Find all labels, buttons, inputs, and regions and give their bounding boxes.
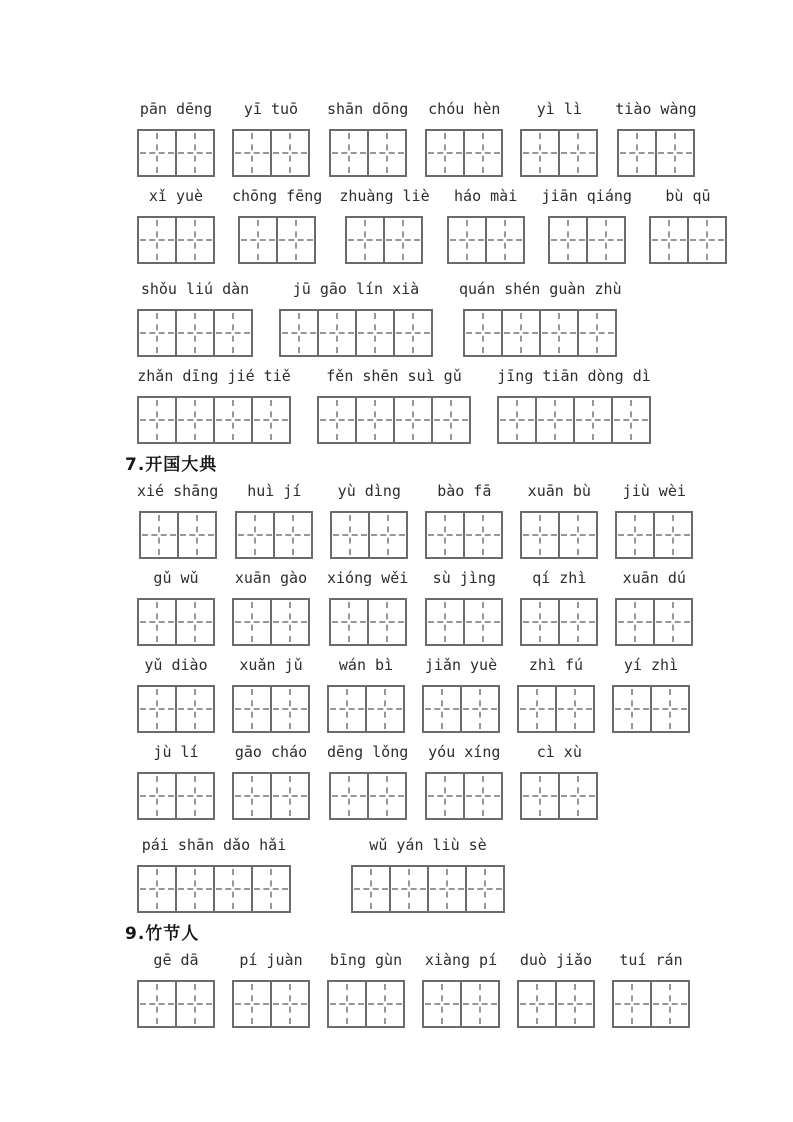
writing-grid xyxy=(137,396,291,444)
pinyin-label: xǐ yuè xyxy=(148,187,204,205)
grid-cell xyxy=(427,513,465,557)
word-item xyxy=(425,482,503,559)
writing-grid xyxy=(317,396,471,444)
writing-grid xyxy=(422,980,500,1028)
grid-cell xyxy=(139,218,177,262)
word-item xyxy=(232,569,310,646)
grid-cell xyxy=(655,600,691,644)
pinyin-label: dēng lǒng xyxy=(327,743,409,761)
writing-grid xyxy=(517,980,595,1028)
writing-grid xyxy=(425,511,503,559)
grid-cell xyxy=(614,982,652,1026)
word-item xyxy=(612,951,690,1028)
grid-cell xyxy=(429,867,467,911)
grid-cell xyxy=(367,687,403,731)
grid-cell xyxy=(177,687,213,731)
writing-grid xyxy=(327,685,405,733)
pinyin-label: xuān gào xyxy=(234,569,308,587)
grid-cell xyxy=(177,982,213,1026)
grid-cell xyxy=(427,131,465,175)
word-item xyxy=(327,656,405,733)
writing-grid xyxy=(520,129,598,177)
pinyin-label: wán bì xyxy=(338,656,394,674)
word-item xyxy=(137,280,253,357)
grid-cell xyxy=(579,311,615,355)
grid-cell xyxy=(689,218,725,262)
grid-cell xyxy=(347,218,385,262)
writing-grid xyxy=(520,772,598,820)
grid-cell xyxy=(395,311,431,355)
writing-grid xyxy=(463,309,617,357)
grid-cell xyxy=(465,774,501,818)
writing-grid xyxy=(425,129,503,177)
grid-cell xyxy=(139,687,177,731)
writing-grid xyxy=(232,980,310,1028)
pinyin-label: chóu hèn xyxy=(428,100,501,118)
word-item xyxy=(542,187,632,264)
pinyin-label: bào fā xyxy=(437,482,492,500)
pinyin-label: fěn shēn suì gǔ xyxy=(326,367,462,385)
word-item xyxy=(520,482,598,559)
word-item xyxy=(517,951,595,1028)
writing-grid xyxy=(329,598,407,646)
word-item xyxy=(327,569,408,646)
pinyin-label: zhǎn dīng jié tiě xyxy=(137,367,291,385)
grid-cell xyxy=(657,131,693,175)
grid-cell xyxy=(272,687,308,731)
word-item xyxy=(232,656,310,733)
grid-cell xyxy=(139,131,177,175)
grid-cell xyxy=(281,311,319,355)
pinyin-label: pān dēng xyxy=(139,100,213,118)
grid-cell xyxy=(522,774,560,818)
writing-grid xyxy=(612,980,690,1028)
pinyin-label: jīng tiān dòng dì xyxy=(497,367,651,385)
word-item xyxy=(425,100,503,177)
writing-grid xyxy=(232,772,310,820)
grid-cell xyxy=(575,398,613,442)
word-row xyxy=(125,100,793,177)
grid-cell xyxy=(139,867,177,911)
word-item xyxy=(612,656,690,733)
grid-cell xyxy=(522,600,560,644)
grid-cell xyxy=(141,513,179,557)
grid-cell xyxy=(177,867,215,911)
word-item xyxy=(520,569,598,646)
word-item xyxy=(137,836,291,913)
grid-cell xyxy=(391,867,429,911)
grid-cell xyxy=(588,218,624,262)
writing-grid xyxy=(137,309,253,357)
writing-grid xyxy=(137,685,215,733)
word-row xyxy=(125,569,793,646)
grid-cell xyxy=(433,398,469,442)
pinyin-label: jù lí xyxy=(153,743,199,761)
word-item xyxy=(649,187,727,264)
grid-cell xyxy=(651,218,689,262)
writing-grid xyxy=(520,598,598,646)
grid-cell xyxy=(139,398,177,442)
word-row xyxy=(125,187,793,264)
grid-cell xyxy=(557,982,593,1026)
word-row xyxy=(125,367,793,444)
word-item xyxy=(232,100,310,177)
section-header: 7.开国大典 xyxy=(125,455,218,475)
writing-grid xyxy=(517,685,595,733)
pinyin-label: pái shān dǎo hǎi xyxy=(141,836,287,854)
writing-grid xyxy=(327,980,405,1028)
grid-cell xyxy=(215,311,251,355)
grid-cell xyxy=(177,600,213,644)
grid-cell xyxy=(487,218,523,262)
writing-grid xyxy=(137,598,215,646)
grid-cell xyxy=(272,982,308,1026)
word-item xyxy=(137,743,215,820)
grid-cell xyxy=(550,218,588,262)
grid-cell xyxy=(319,398,357,442)
grid-cell xyxy=(652,687,688,731)
writing-grid xyxy=(351,865,505,913)
pinyin-label: xuān bù xyxy=(527,482,591,500)
word-item xyxy=(327,743,408,820)
grid-cell xyxy=(272,774,308,818)
grid-cell xyxy=(139,774,177,818)
grid-cell xyxy=(357,311,395,355)
grid-cell xyxy=(424,687,462,731)
pinyin-label: shān dōng xyxy=(327,100,409,118)
grid-cell xyxy=(449,218,487,262)
pinyin-label: yí zhì xyxy=(623,656,679,674)
grid-cell xyxy=(614,687,652,731)
grid-cell xyxy=(139,982,177,1026)
grid-cell xyxy=(139,600,177,644)
writing-grid xyxy=(649,216,727,264)
word-item xyxy=(137,367,291,444)
grid-cell xyxy=(234,687,272,731)
word-item xyxy=(327,951,405,1028)
word-item xyxy=(447,187,525,264)
grid-cell xyxy=(462,982,498,1026)
grid-cell xyxy=(237,513,275,557)
worksheet-sections xyxy=(125,100,793,1028)
pinyin-label: wǔ yán liù sè xyxy=(369,836,487,854)
writing-grid xyxy=(137,216,215,264)
grid-cell xyxy=(537,398,575,442)
word-item xyxy=(235,482,313,559)
grid-cell xyxy=(424,982,462,1026)
writing-grid xyxy=(422,685,500,733)
grid-cell xyxy=(617,600,655,644)
grid-cell xyxy=(427,774,465,818)
pinyin-label: tiào wàng xyxy=(615,100,697,118)
grid-cell xyxy=(234,774,272,818)
grid-cell xyxy=(541,311,579,355)
writing-grid xyxy=(232,129,310,177)
grid-cell xyxy=(560,513,596,557)
pinyin-label: xióng wěi xyxy=(327,569,409,587)
word-item xyxy=(137,482,218,559)
word-item xyxy=(425,743,503,820)
grid-cell xyxy=(272,131,308,175)
pinyin-label: yù dìng xyxy=(337,482,401,500)
writing-grid xyxy=(612,685,690,733)
writing-grid xyxy=(330,511,408,559)
grid-cell xyxy=(234,600,272,644)
section-header: 9.竹节人 xyxy=(125,924,200,944)
writing-grid xyxy=(137,980,215,1028)
pinyin-label: jū gāo lín xià xyxy=(292,280,420,298)
grid-cell xyxy=(253,867,289,911)
grid-cell xyxy=(465,600,501,644)
word-row xyxy=(125,482,793,559)
word-item xyxy=(232,951,310,1028)
pinyin-label: bīng gùn xyxy=(329,951,403,969)
grid-cell xyxy=(560,131,596,175)
grid-cell xyxy=(655,513,691,557)
word-row xyxy=(125,836,793,913)
grid-cell xyxy=(465,513,501,557)
pinyin-label: chōng fēng xyxy=(232,187,323,205)
writing-grid xyxy=(447,216,525,264)
pinyin-label: jiān qiáng xyxy=(541,187,632,205)
pinyin-label: shǒu liú dàn xyxy=(140,280,250,298)
grid-cell xyxy=(522,513,560,557)
grid-cell xyxy=(369,774,405,818)
writing-grid xyxy=(425,772,503,820)
grid-cell xyxy=(179,513,215,557)
word-item xyxy=(327,100,408,177)
grid-cell xyxy=(522,131,560,175)
grid-cell xyxy=(215,398,253,442)
pinyin-label: gē dā xyxy=(153,951,199,969)
grid-cell xyxy=(462,687,498,731)
word-row xyxy=(125,280,793,357)
pinyin-label: tuí rán xyxy=(619,951,683,969)
grid-cell xyxy=(177,398,215,442)
grid-cell xyxy=(427,600,465,644)
grid-cell xyxy=(329,982,367,1026)
writing-grid xyxy=(232,685,310,733)
pinyin-label: cì xù xyxy=(536,743,582,761)
grid-cell xyxy=(272,600,308,644)
writing-grid xyxy=(520,511,598,559)
writing-grid xyxy=(232,598,310,646)
pinyin-label: pí juàn xyxy=(239,951,303,969)
writing-grid xyxy=(329,129,407,177)
grid-cell xyxy=(357,398,395,442)
word-item xyxy=(351,836,505,913)
pinyin-label: gāo cháo xyxy=(234,743,308,761)
word-item xyxy=(137,100,215,177)
grid-cell xyxy=(331,774,369,818)
writing-grid xyxy=(548,216,626,264)
writing-grid xyxy=(137,772,215,820)
pinyin-label: yǔ diào xyxy=(144,656,208,674)
grid-cell xyxy=(240,218,278,262)
word-item xyxy=(422,656,500,733)
word-item xyxy=(615,100,696,177)
pinyin-label: háo mài xyxy=(454,187,518,205)
word-item xyxy=(317,367,471,444)
grid-cell xyxy=(353,867,391,911)
grid-cell xyxy=(385,218,421,262)
writing-grid xyxy=(617,129,695,177)
grid-cell xyxy=(253,398,289,442)
pinyin-label: xié shāng xyxy=(137,482,219,500)
grid-cell xyxy=(467,867,503,911)
pinyin-label: xuān dú xyxy=(622,569,686,587)
word-item xyxy=(520,743,598,820)
grid-cell xyxy=(395,398,433,442)
pinyin-label: jiǎn yuè xyxy=(424,656,498,674)
grid-cell xyxy=(499,398,537,442)
pinyin-label: xuǎn jǔ xyxy=(239,656,303,674)
pinyin-label: xiàng pí xyxy=(424,951,498,969)
grid-cell xyxy=(465,311,503,355)
writing-grid xyxy=(615,511,693,559)
pinyin-label: yì lì xyxy=(536,100,582,118)
word-item xyxy=(520,100,598,177)
grid-cell xyxy=(177,131,213,175)
pinyin-label: duò jiǎo xyxy=(519,951,593,969)
grid-cell xyxy=(234,982,272,1026)
pinyin-label: yóu xíng xyxy=(428,743,501,761)
writing-grid xyxy=(615,598,693,646)
grid-cell xyxy=(331,131,369,175)
grid-cell xyxy=(465,131,501,175)
writing-grid xyxy=(279,309,433,357)
grid-cell xyxy=(367,982,403,1026)
writing-grid xyxy=(137,865,291,913)
word-item xyxy=(279,280,433,357)
grid-cell xyxy=(215,867,253,911)
grid-cell xyxy=(503,311,541,355)
word-item xyxy=(459,280,622,357)
word-item xyxy=(137,187,215,264)
grid-cell xyxy=(369,600,405,644)
grid-cell xyxy=(329,687,367,731)
word-item xyxy=(615,482,693,559)
pinyin-label: zhuàng liè xyxy=(339,187,430,205)
word-row xyxy=(125,951,793,1028)
writing-grid xyxy=(345,216,423,264)
pinyin-label: qí zhì xyxy=(532,569,587,587)
grid-cell xyxy=(177,311,215,355)
pinyin-label: bù qū xyxy=(665,187,711,205)
word-item xyxy=(517,656,595,733)
writing-grid xyxy=(329,772,407,820)
grid-cell xyxy=(278,218,314,262)
grid-cell xyxy=(234,131,272,175)
word-row xyxy=(125,656,793,733)
grid-cell xyxy=(617,513,655,557)
word-item xyxy=(497,367,651,444)
word-item xyxy=(232,743,310,820)
word-item xyxy=(422,951,500,1028)
pinyin-label: jiù wèi xyxy=(622,482,686,500)
word-item xyxy=(425,569,503,646)
word-item xyxy=(615,569,693,646)
grid-cell xyxy=(331,600,369,644)
grid-cell xyxy=(613,398,649,442)
writing-grid xyxy=(238,216,316,264)
pinyin-label: gǔ wǔ xyxy=(153,569,199,587)
writing-grid xyxy=(425,598,503,646)
word-item xyxy=(232,187,322,264)
grid-cell xyxy=(177,218,213,262)
pinyin-label: zhì fú xyxy=(528,656,584,674)
grid-cell xyxy=(560,600,596,644)
grid-cell xyxy=(519,982,557,1026)
grid-cell xyxy=(177,774,213,818)
grid-cell xyxy=(370,513,406,557)
grid-cell xyxy=(652,982,688,1026)
word-item xyxy=(330,482,408,559)
grid-cell xyxy=(619,131,657,175)
writing-grid xyxy=(139,511,217,559)
grid-cell xyxy=(139,311,177,355)
word-item xyxy=(137,569,215,646)
pinyin-label: sù jìng xyxy=(432,569,496,587)
pinyin-label: yī tuō xyxy=(243,100,299,118)
pinyin-label: quán shén guàn zhù xyxy=(459,280,622,298)
writing-grid xyxy=(137,129,215,177)
writing-grid xyxy=(497,396,651,444)
word-item xyxy=(137,656,215,733)
writing-grid xyxy=(235,511,313,559)
word-item xyxy=(137,951,215,1028)
grid-cell xyxy=(332,513,370,557)
grid-cell xyxy=(560,774,596,818)
pinyin-label: huì jí xyxy=(247,482,302,500)
grid-cell xyxy=(275,513,311,557)
grid-cell xyxy=(319,311,357,355)
word-item xyxy=(339,187,429,264)
grid-cell xyxy=(557,687,593,731)
grid-cell xyxy=(519,687,557,731)
grid-cell xyxy=(369,131,405,175)
word-row xyxy=(125,743,793,820)
